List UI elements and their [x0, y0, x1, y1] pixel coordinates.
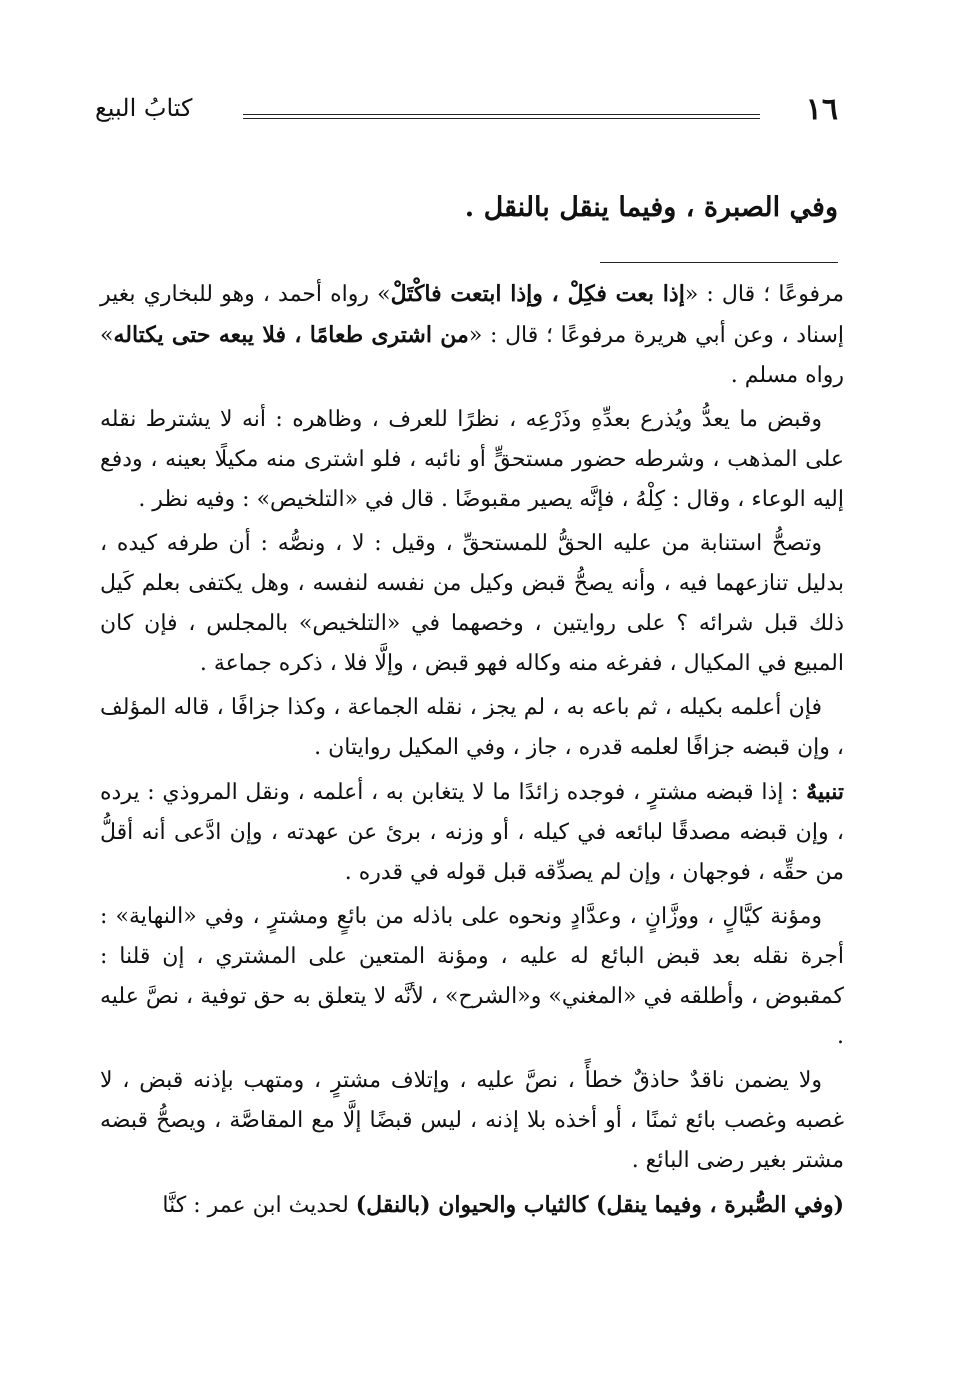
paragraph-1 [100, 274, 844, 396]
page-number: ١٦ [805, 92, 838, 127]
main-text: وفي الصبرة ، وفيما ينقل بالنقل . [464, 192, 838, 223]
p1-text-c: » رواه أحمد ، وهو للبخاري بغير إسناد ، وعن أبي هريرة مرفوعًا ؛ قال : « [100, 282, 844, 348]
note-label: تنبيهٌ [806, 779, 844, 805]
paragraph-7: ولا يضمن ناقدٌ حاذقٌ خطأً ، نصَّ عليه ، وإتلاف مشترٍ ، ومتهب بإذنه قبض ، لا غصبه وغصب بائع ثمنًا ، أو أخذه بلا إذنه ، ليس قبضًا إلَّا مع المقاصَّة ، ويصحُّ قبضه مشتر بغير رضى البائع . [100, 1068, 844, 1173]
p8-text-c: لحديث ابن عمر : كنَّا [162, 1193, 356, 1218]
p1-text-e: » رواه مسلم . [100, 323, 844, 388]
hadith-quote-1: إذا بعت فكِلْ ، وإذا ابتعت فاكْتَلْ [390, 281, 685, 307]
paragraph-6: ومؤنة كيَّالٍ ، ووزَّانٍ ، وعدَّادٍ ونحوه على باذله من بائعٍ ومشترٍ ، وفي «النهاية» : أجرة نقله بعد قبض البائع له عليه ، ومؤنة المتعين على المشتري ، إن قلنا : كمقبوض ، وأطلقه في «المغني» و«الشرح» ، لأنَّه لا يتعلق به حق توفية ، نصَّ عليه . [100, 904, 844, 1049]
separator-rule [600, 262, 838, 263]
paragraph-4: فإن أعلمه بكيله ، ثم باعه به ، لم يجز ، نقله الجماعة ، وكذا جزافًا ، قاله المؤلف ، وإن قبضه جزافًا لعلمه قدره ، جاز ، وفي المكيل روايتان . [100, 695, 844, 760]
p1-text-a: مرفوعًا ؛ قال : « [684, 282, 844, 307]
paragraph-8 [100, 1185, 844, 1226]
matn-quote: (وفي الصُّبرة ، وفيما ينقل) كالثياب والحيوان [430, 1192, 844, 1218]
paragraph-3: وتصحُّ استنابة من عليه الحقُّ للمستحقِّ ، وقيل : لا ، ونصُّه : أن طرفه كيده ، بدليل تنازعهما فيه ، وأنه يصحُّ قبض وكيل من نفسه لنفسه ، وهل يكتفى بعلم كَيل ذلك قبل شرائه ؟ على روايتين ، وخصهما في «التلخيص» بالمجلس ، فإن كان المبيع في المكيال ، ففرغه منه وكاله فهو قبض ، وإلَّا فلا ، ذكره جماعة . [100, 531, 844, 676]
paragraph-2: وقبض ما يعدُّ ويُذرع بعدِّهِ وذَرْعِه ، نظرًا للعرف ، وظاهره : أنه لا يشترط نقله على المذهب ، وشرطه حضور مستحقٍّ أو نائبه ، فلو اشترى منه مكيلًا بعينه ، ودفع إليه الوعاء ، وقال : كِلْهُ ، فإنَّه يصير مقبوضًا . قال في «التلخيص» : وفيه نظر . [100, 407, 844, 512]
page-header [95, 88, 838, 132]
header-rule [243, 114, 760, 119]
hadith-quote-2: من اشترى طعامًا ، فلا يبعه حتى يكتاله [113, 322, 469, 348]
paragraph-5 [100, 772, 844, 893]
commentary-body [100, 274, 844, 1230]
running-title: كتابُ البيع [95, 94, 193, 122]
note-text: : إذا قبضه مشترٍ ، فوجده زائدًا ما لا يتغابن به ، أعلمه ، ونقل المروذي : يرده ، وإن قبضه مصدقًا لبائعه في كيله ، أو وزنه ، برئ عن عهدته ، وإن ادَّعى أنه أقلُّ من حقِّه ، فوجهان ، وإن لم يصدِّقه قبل قوله في قدره . [100, 780, 844, 885]
matn-quote-2: (بالنقل) [355, 1192, 431, 1218]
